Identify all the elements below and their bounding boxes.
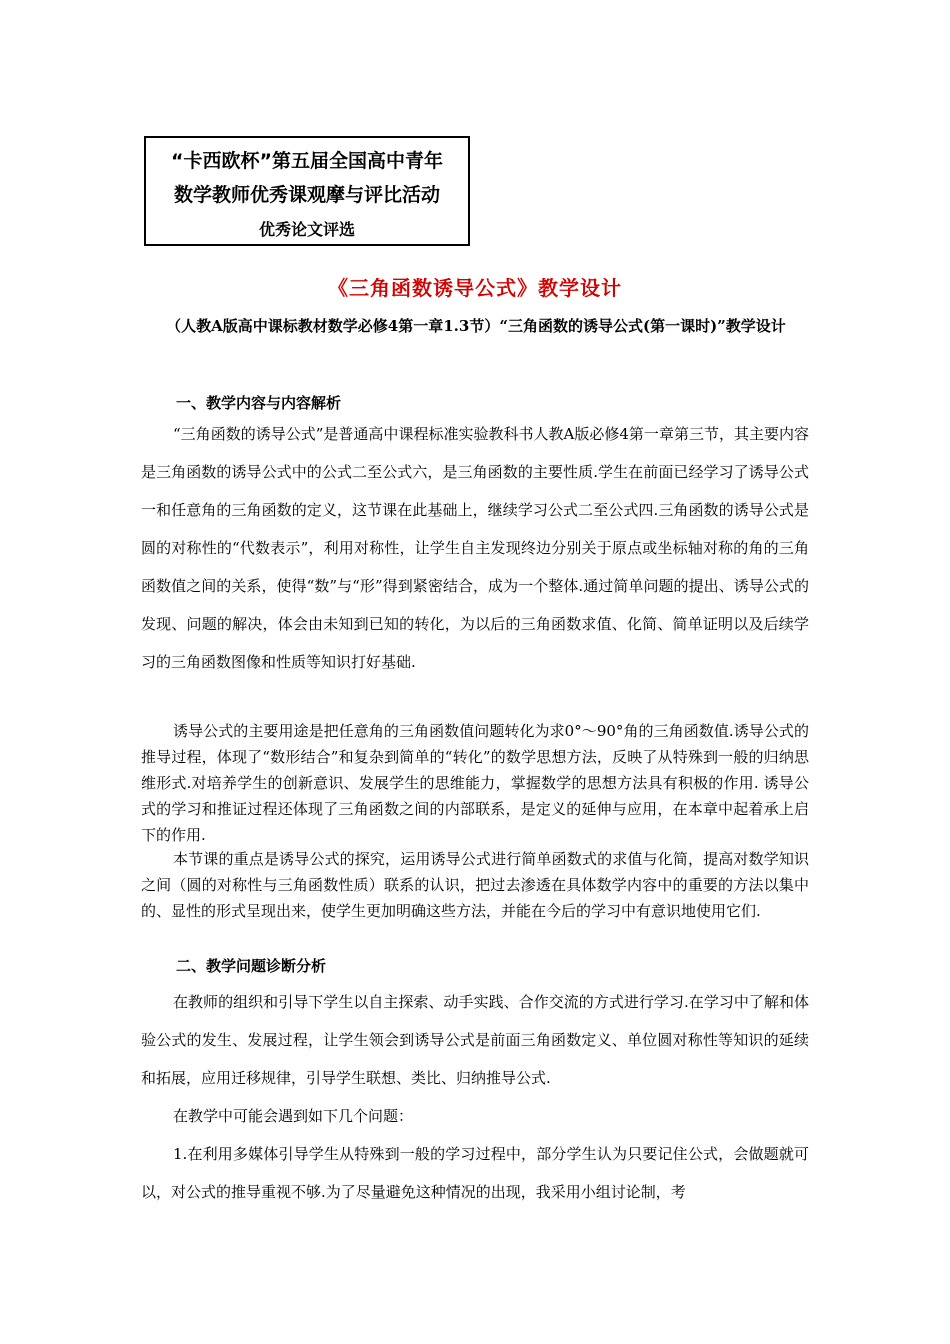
header-line-3: 优秀论文评选	[258, 220, 355, 239]
section-2-paragraph-3: 1.在利用多媒体引导学生从特殊到一般的学习过程中，部分学生认为只要记住公式，会做题就可以，对公式的推导重视不够.为了尽量避免这种情况的出现，我采用小组讨论制，考	[141, 1145, 809, 1201]
document-subtitle: （人教A版高中课标教材数学必修4第一章1.3节）“三角函数的诱导公式(第一课时)”教学设计	[166, 317, 786, 335]
section-2-heading: 二、教学问题诊断分析	[176, 957, 327, 975]
competition-header-box	[144, 136, 470, 246]
section-1-paragraph-2: 诱导公式的主要用途是把任意角的三角函数值问题转化为求0°～90°角的三角函数值.诱导公式的推导过程，体现了“数形结合”和复杂到简单的“转化”的数学思想方法，反映了从特殊到一般的归纳思维形式.对培养学生的创新意识、发展学生的思维能力，掌握数学的思想方法具有积极的作用. 诱导公式的学习和推证过程还体现了三角函数之间的内部联系，是定义的延伸与应用，在本章中起着承上启下的作用.	[141, 722, 809, 844]
section-1-heading: 一、教学内容与内容解析	[176, 394, 342, 412]
section-2-paragraph-2: 在教学中可能会遇到如下几个问题：	[173, 1107, 414, 1125]
section-1-paragraph-1: “三角函数的诱导公式”是普通高中课程标准实验教科书人教A版必修4第一章第三节，其主要内容是三角函数的诱导公式中的公式二至公式六，是三角函数的主要性质.学生在前面已经学习了诱导公式一和任意角的三角函数的定义，这节课在此基础上，继续学习公式二至公式四.三角函数的诱导公式是圆的对称性的“代数表示”，利用对称性，让学生自主发现终边分别关于原点或坐标轴对称的角的三角函数值之间的关系，使得“数”与“形”得到紧密结合，成为一个整体.通过简单问题的提出、诱导公式的发现、问题的解决，体会由未知到已知的转化，为以后的三角函数求值、化简、简单证明以及后续学习的三角函数图像和性质等知识打好基础.	[141, 425, 809, 671]
header-line-1: “卡西欧杯”第五届全国高中青年	[171, 150, 443, 172]
header-line-2: 数学教师优秀课观摩与评比活动	[173, 184, 440, 206]
document-title: 《三角函数诱导公式》教学设计	[328, 276, 622, 300]
section-2-paragraph-1: 在教师的组织和引导下学生以自主探索、动手实践、合作交流的方式进行学习.在学习中了解和体验公式的发生、发展过程，让学生领会到诱导公式是前面三角函数定义、单位圆对称性等知识的延续和拓展，应用迁移规律，引导学生联想、类比、归纳推导公式.	[141, 993, 809, 1087]
section-1-paragraph-3: 本节课的重点是诱导公式的探究，运用诱导公式进行简单函数式的求值与化简，提高对数学知识之间（圆的对称性与三角函数性质）联系的认识，把过去渗透在具体数学内容中的重要的方法以集中的、显性的形式呈现出来，使学生更加明确这些方法，并能在今后的学习中有意识地使用它们.	[141, 850, 809, 920]
